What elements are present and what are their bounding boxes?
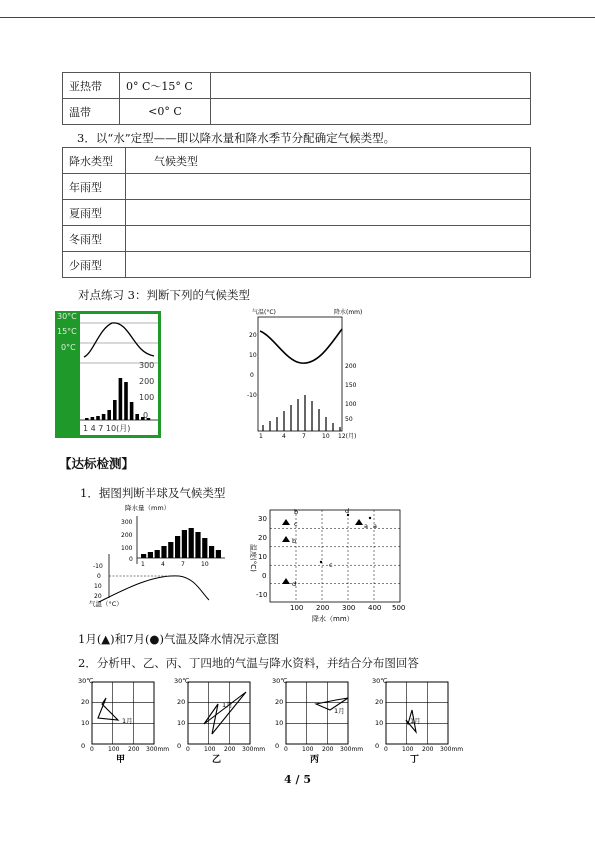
precip-tick: 300: [121, 519, 133, 526]
location-name: 乙: [212, 755, 222, 764]
temperature-zone-table: [62, 72, 531, 125]
x-tick: 100: [204, 746, 216, 753]
x-tick: 0: [90, 746, 94, 753]
x-tick: 200: [316, 604, 330, 612]
table-row: [63, 226, 531, 252]
precip-bar: [195, 532, 200, 558]
point-label: c: [329, 561, 333, 569]
location-name: 丁: [410, 755, 420, 764]
question-2-text: 2．分析甲、乙、丙、丁四地的气温与降水资料，并结合分布图回答: [78, 656, 419, 670]
point-label: c: [294, 520, 298, 528]
precip-bar: [91, 417, 95, 420]
precip-bar: [119, 378, 123, 420]
zone-cell: 温带: [63, 99, 120, 125]
point-label: b: [292, 537, 297, 545]
point-label: d: [345, 507, 350, 515]
table-row: [63, 200, 531, 226]
precip-bar: [141, 554, 146, 558]
precip-bar: [189, 528, 194, 558]
y-tick: 30℃: [78, 677, 94, 685]
precip-bar: [102, 414, 106, 420]
precipitation-type-table: [62, 147, 531, 278]
small-chart: [272, 677, 363, 764]
precip-tick: 0: [129, 556, 133, 563]
section-heading: 【达标检测】: [59, 456, 135, 471]
climate-cell: [211, 73, 531, 99]
y-tick: 30℃: [174, 677, 190, 685]
climate-cell: [211, 99, 531, 125]
type-cell: 年雨型: [63, 174, 126, 200]
location-name: 甲: [116, 755, 126, 764]
climate-polygon: [98, 698, 118, 720]
month-label: 10: [201, 561, 209, 568]
jan-label: 1月: [122, 717, 133, 725]
point-label: a: [373, 522, 377, 530]
month-label: 4: [161, 561, 165, 568]
type-cell: 夏雨型: [63, 200, 126, 226]
figure-1-climate-chart: [75, 502, 235, 608]
jan-label: 1月: [410, 717, 421, 725]
y-tick: 30℃: [372, 677, 388, 685]
y-tick: 0: [375, 742, 380, 750]
month-label: 12(月): [338, 433, 357, 440]
triangle-marker: [355, 519, 363, 525]
temp-axis-title: 气温（°C）: [89, 600, 123, 608]
month-label: 7: [181, 561, 185, 568]
precip-bar: [96, 416, 100, 420]
climate-chart-b: [246, 305, 364, 440]
temp-axis-title: 气温(°C): [252, 309, 276, 316]
precip-tick: 150: [345, 382, 357, 389]
precip-bar: [155, 550, 160, 558]
y-tick: 10: [375, 719, 384, 727]
temp-tick: 10: [94, 583, 102, 590]
precip-bar: [107, 410, 111, 420]
precip-bar: [124, 382, 128, 420]
header-cell: 气候类型: [126, 148, 531, 174]
triangle-marker: [282, 536, 290, 542]
precip-tick: 200: [345, 363, 357, 370]
precip-bar: [168, 542, 173, 558]
x-tick: 200: [224, 746, 236, 753]
precip-tick: 200: [121, 532, 133, 539]
temp-tick: 0°C: [61, 343, 76, 352]
x-tick: 300mm: [242, 746, 266, 753]
month-label: 4: [282, 433, 286, 440]
x-tick: 200: [322, 746, 334, 753]
point-label: a: [364, 522, 368, 530]
y-tick: 10: [275, 719, 284, 727]
x-tick: 300: [342, 604, 356, 612]
jan-label: 1月: [222, 701, 233, 709]
precip-bar: [130, 402, 134, 420]
temp-tick: 20: [94, 593, 102, 600]
precip-bar: [175, 536, 180, 558]
x-tick: 300mm: [340, 746, 364, 753]
jan-label: 1月: [334, 707, 345, 715]
precip-bars: [141, 528, 221, 558]
small-charts-group: [78, 677, 463, 764]
x-tick: 100: [402, 746, 414, 753]
temp-tick: 10: [249, 352, 257, 359]
type-cell: 冬雨型: [63, 226, 126, 252]
x-tick: 100: [302, 746, 314, 753]
temp-cell: <0° C: [120, 99, 211, 125]
chart-b-frame: [258, 317, 342, 431]
x-tick: 100: [290, 604, 304, 612]
y-tick: 10: [258, 553, 267, 561]
point-label: b: [294, 508, 299, 516]
x-tick: 500: [392, 604, 406, 612]
table-header-row: [63, 148, 531, 174]
small-chart: [78, 677, 169, 764]
x-tick: 400: [368, 604, 382, 612]
temperature-curve: [99, 576, 209, 602]
table-row: [63, 73, 531, 99]
y-tick: 10: [81, 719, 90, 727]
climate-chart-a: [55, 311, 161, 438]
temp-tick: -10: [247, 392, 257, 399]
small-chart: [174, 677, 265, 764]
precip-tick: 50: [345, 416, 353, 423]
precip-bars: [263, 395, 340, 431]
precip-bar: [209, 546, 214, 558]
small-chart: [372, 677, 463, 764]
precip-tick: 100: [121, 545, 133, 552]
precip-bar: [161, 546, 166, 558]
precip-bar: [113, 400, 117, 420]
x-tick: 300mm: [440, 746, 464, 753]
temp-tick: -10: [93, 563, 103, 570]
x-tick: 100: [108, 746, 120, 753]
section-3-text: 3．以“水”定型——即以降水量和降水季节分配确定气候类型。: [77, 131, 396, 145]
temp-tick: 30°C: [57, 312, 77, 321]
precip-bar: [135, 414, 139, 420]
chart-frame: [386, 682, 448, 744]
temp-tick: 0: [250, 372, 254, 379]
precip-tick: 100: [345, 401, 357, 408]
month-label: 1: [259, 433, 263, 440]
precip-tick: 100: [139, 393, 155, 402]
precip-tick: 0: [143, 411, 149, 420]
zone-cell: 亚热带: [63, 73, 120, 99]
table-row: [63, 99, 531, 125]
x-tick: 300mm: [146, 746, 170, 753]
x-tick: 0: [186, 746, 190, 753]
temp-cell: 0° C～15° C: [120, 73, 211, 99]
month-labels: 1 4 7 10(月): [83, 424, 131, 433]
grid: [270, 510, 400, 602]
precip-bar: [182, 530, 187, 558]
y-tick: 10: [177, 719, 186, 727]
precip-tick: 200: [139, 377, 155, 386]
circle-marker: [320, 561, 322, 563]
y-tick: 0: [262, 572, 267, 580]
plot-frame: [270, 510, 400, 602]
practice-3-text: 对点练习 3：判断下列的气候类型: [78, 288, 250, 302]
type-cell: 少雨型: [63, 252, 126, 278]
triangle-marker: [282, 519, 290, 525]
y-tick: 20: [81, 698, 90, 706]
x-tick: 0: [384, 746, 388, 753]
table-row: [63, 174, 531, 200]
page-number: 4 / 5: [284, 773, 311, 786]
figure-2-scatter: [246, 502, 406, 624]
y-tick: 0: [81, 742, 86, 750]
month-label: 10: [322, 433, 330, 440]
y-tick: 30: [258, 515, 267, 523]
circle-marker: [369, 517, 371, 519]
precip-bar: [202, 538, 207, 558]
header-rule: [0, 17, 595, 18]
location-name: 丙: [310, 755, 320, 764]
precip-bar: [216, 550, 221, 558]
figure-caption: 1月(▲)和7月(●)气温及降水情况示意图: [78, 632, 279, 646]
precip-axis-title: 降水(mm): [334, 309, 363, 316]
triangle-marker: [282, 578, 290, 584]
y-tick: 20: [275, 698, 284, 706]
temperature-curve: [260, 329, 342, 363]
y-tick: 20: [375, 698, 384, 706]
temp-tick: 0: [97, 573, 101, 580]
precip-axis-title: 降水量（mm）: [125, 504, 171, 512]
point-label: d: [292, 580, 297, 588]
four-location-charts: [78, 674, 478, 764]
y-tick: 0: [177, 742, 182, 750]
x-axis-title: 降水（mm）: [312, 615, 354, 623]
y-tick: -10: [256, 591, 268, 599]
y-axis-title: 温度(°C): [249, 544, 257, 572]
x-tick: 200: [422, 746, 434, 753]
temp-tick: 20: [249, 332, 257, 339]
question-1-text: 1．据图判断半球及气候类型: [80, 486, 226, 500]
header-cell: 降水类型: [63, 148, 126, 174]
precip-bar: [148, 552, 153, 558]
precip-tick: 300: [139, 361, 155, 370]
table-row: [63, 252, 531, 278]
climate-polygon: [204, 692, 246, 734]
x-tick: 0: [284, 746, 288, 753]
temp-tick: 15°C: [57, 327, 77, 336]
chart-frame: [92, 682, 154, 744]
y-tick: 30℃: [272, 677, 288, 685]
x-tick: 200: [128, 746, 140, 753]
y-tick: 20: [177, 698, 186, 706]
y-tick: 0: [275, 742, 280, 750]
month-label: 7: [302, 433, 306, 440]
y-tick: 20: [258, 534, 267, 542]
month-label: 1: [141, 561, 145, 568]
